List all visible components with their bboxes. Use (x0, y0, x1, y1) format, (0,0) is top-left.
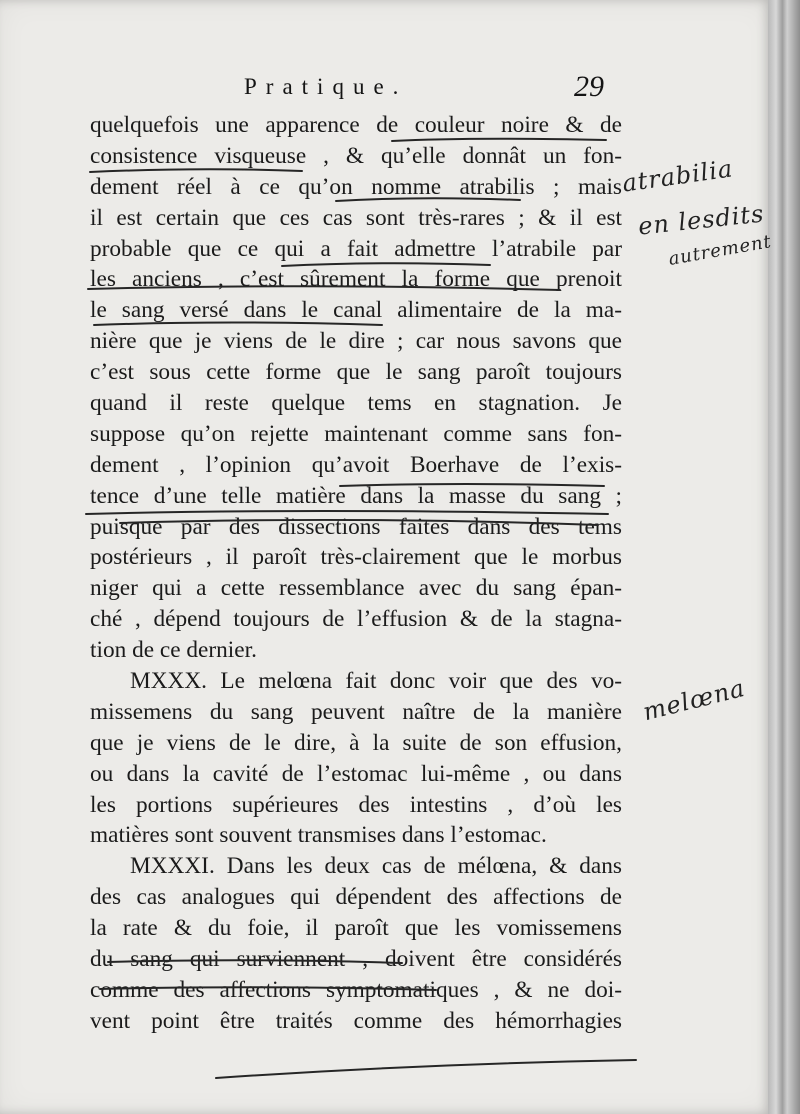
text-line: la rate & du foie, il paroît que les vomissemens (90, 915, 622, 942)
text-line: dement réel à ce qu’on nomme atrabilis ; mais (90, 173, 622, 200)
underline-mark (88, 286, 560, 290)
text-line: les anciens , c’est sûrement la forme que prenoit (90, 266, 622, 293)
text-line: que je viens de le dire, à la suite de son effusion, (90, 729, 622, 756)
paragraph-start: MXXXI. Dans les deux cas de mélœna, & dans (130, 853, 622, 880)
underline-mark (86, 511, 608, 514)
text-line: c’est sous cette forme que le sang paroît toujours (90, 359, 622, 386)
underline-mark (90, 169, 302, 172)
text-line: missemens du sang peuvent naître de la manière (90, 698, 622, 725)
running-head: Pratique. (244, 74, 408, 99)
text-line: suppose qu’on rejette maintenant comme sans fon- (90, 420, 622, 447)
text-line: nière que je viens de le dire ; car nous savons que (90, 328, 622, 355)
text-line: comme des affections symptomatiques , & ne doi- (90, 976, 622, 1003)
text-line: dement , l’opinion qu’avoit Boerhave de l’exis- (90, 451, 622, 478)
text-line: quelquefois une apparence de couleur noire & de (90, 112, 622, 138)
text-line: vent point être traités comme des hémorrhagies (90, 1007, 622, 1034)
text-line: tence d’une telle matière dans la masse du sang ; (90, 482, 622, 509)
underline-mark (108, 960, 402, 963)
text-line: probable que ce qui a fait admettre l’atrabile par (90, 235, 622, 262)
page-number: 29 (574, 70, 604, 103)
text-line: des cas analogues qui dépendent des affections de (90, 884, 622, 911)
margin-note: melœna (640, 673, 748, 727)
underline-mark (336, 198, 520, 201)
margin-note: autrement (666, 231, 774, 270)
text-line: consistence visqueuse , & qu’elle donnât un fon- (90, 142, 622, 169)
text-line: matières sont souvent transmises dans l’estomac. (90, 822, 547, 849)
text-line: du sang qui surviennent , doivent être considérés (90, 946, 622, 973)
text-line: puisque par des dissections faites dans des tems (90, 513, 622, 540)
underline-mark (94, 323, 382, 326)
text-line: le sang versé dans le canal alimentaire de la ma- (90, 297, 622, 324)
underline-mark (392, 139, 606, 141)
underline-mark (340, 484, 604, 486)
margin-note: atrabilia (620, 154, 735, 198)
text-line: postérieurs , il paroît très-clairement que le morbus (90, 544, 622, 571)
margin-note: en lesdits (636, 199, 766, 241)
text-line: tion de ce dernier. (90, 637, 257, 664)
text-line: ou dans la cavité de l’estomac lui-même , ou dans (90, 760, 622, 787)
text-line: niger qui a cette ressemblance avec du sang épan- (90, 575, 622, 602)
underline-mark (120, 520, 598, 525)
underline-mark (100, 987, 436, 990)
text-line: quand il reste quelque tems en stagnation. Je (90, 390, 622, 417)
text-line: les portions supérieures des intestins , d’où les (90, 791, 622, 818)
text-line: il est certain que ces cas sont très-rares ; & il est (90, 204, 622, 231)
paragraph-start: MXXX. Le melœna fait donc voir que des vo- (130, 668, 622, 695)
underline-mark (216, 1060, 636, 1078)
underline-mark (282, 263, 490, 266)
text-line: ché , dépend toujours de l’effusion & de la stagna- (90, 606, 622, 633)
